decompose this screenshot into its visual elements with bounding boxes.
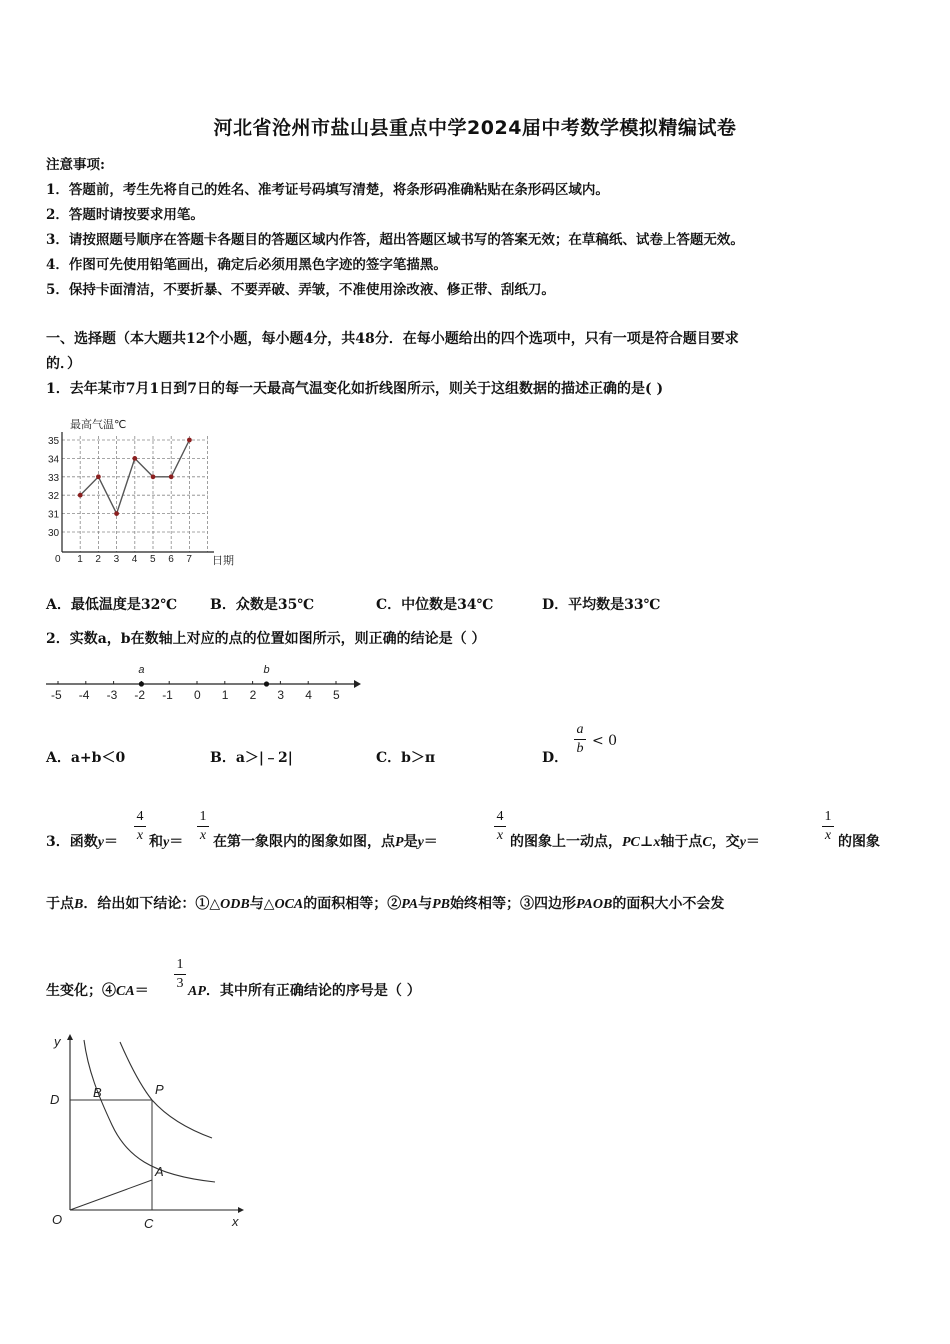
chart-x-tick-label: 3 — [113, 554, 120, 565]
fraction-numerator: 4 — [496, 809, 504, 824]
q3-var-B: B — [74, 897, 84, 912]
chart-point — [151, 474, 156, 479]
chart-y-ticks — [48, 436, 60, 539]
q3-text: 是 — [403, 834, 418, 850]
q3-text: 和 — [149, 834, 163, 850]
label-D: D — [50, 1092, 60, 1107]
label-O: O — [52, 1212, 63, 1227]
number-line-tick-label: 2 — [249, 688, 257, 702]
q3-text: 与△ — [249, 896, 275, 912]
chart-y-tick-label: 30 — [48, 528, 60, 539]
chart-point — [169, 474, 174, 479]
chart-y-tick-label: 31 — [48, 509, 60, 521]
segment-OA — [70, 1180, 152, 1210]
q3-var-PC: PC — [622, 835, 640, 850]
fraction-numerator: 1 — [176, 957, 184, 972]
q3-line1-part2 — [149, 831, 183, 851]
section-heading-line2: 的．） — [46, 356, 81, 372]
figure-y-arrow — [67, 1034, 73, 1040]
chart-point — [78, 493, 83, 498]
notice-item-2: 2．答题时请按要求用笔。 — [46, 207, 204, 223]
number-line-tick-label: -1 — [162, 688, 173, 702]
chart-x-tick-label: 4 — [131, 554, 138, 565]
notice-item-1: 1．答题前，考生先将自己的姓名、准考证号码填写清楚，将条形码准确粘贴在条形码区域内。 — [46, 182, 609, 198]
q3-text: 在第一象限内的图象如图，点 — [213, 834, 395, 850]
q3-var-y: y — [97, 835, 104, 850]
q2-option-d-fraction — [574, 722, 586, 757]
q3-var-y: y — [739, 835, 746, 850]
q3-var-AP: AP — [188, 984, 206, 999]
point-b — [264, 681, 269, 686]
q3-text: ．其中所有正确结论的序号是（ ） — [205, 983, 421, 999]
number-line-tick-label: -3 — [106, 688, 118, 702]
fraction-bar — [174, 974, 186, 975]
fraction-denominator: x — [136, 828, 144, 843]
section-heading-line1: 一、选择题（本大题共12个小题，每小题4分，共48分．在每小题给出的四个选项中，只有一项是符合题目要求 — [46, 331, 739, 347]
fraction-denominator: x — [496, 828, 504, 843]
label-C: C — [144, 1216, 154, 1231]
chart-point — [132, 456, 137, 461]
q3-perp: ⊥ — [639, 834, 654, 850]
chart-point — [114, 511, 119, 516]
q3-var-x: x — [653, 835, 661, 850]
label-y: y — [54, 1034, 61, 1049]
fraction-bar — [134, 826, 146, 827]
notice-item-4: 4．作图可先使用铅笔画出，确定后必须用黑色字迹的签字笔描黑。 — [46, 257, 447, 273]
q3-var-y: y — [163, 835, 170, 850]
number-line — [42, 660, 362, 706]
chart-y-tick-label: 35 — [48, 436, 60, 447]
q3-fraction-1-over-x-2 — [822, 809, 834, 844]
number-line-tick-label: 3 — [277, 688, 285, 702]
chart-point — [187, 438, 192, 443]
chart-y-tick-label: 33 — [48, 472, 60, 484]
chart-x-tick-label: 2 — [95, 554, 101, 565]
q3-text: 与 — [418, 896, 433, 912]
q2-option-b: B．a＞|﹣2| — [210, 750, 293, 766]
q3-text: 的面积相等；② — [303, 896, 402, 912]
q3-text: 的图象上一动点， — [510, 834, 622, 850]
chart-x-ticks — [55, 554, 192, 565]
q2-option-c: C．b＞π — [376, 750, 436, 766]
chart-x-tick-label: 0 — [55, 554, 61, 565]
question-2-stem: 2．实数a，b在数轴上对应的点的位置如图所示，则正确的结论是（ ） — [46, 631, 486, 647]
q3-text: 始终相等；③四边形 — [450, 896, 577, 912]
point-b-label: b — [263, 664, 270, 676]
notice-heading: 注意事项: — [46, 157, 105, 173]
chart-y-tick-label: 32 — [48, 491, 60, 503]
number-line-tick-label: 1 — [221, 688, 229, 702]
point-a — [139, 681, 144, 686]
q3-var-PAOB: PAOB — [576, 897, 613, 912]
fraction-bar — [197, 826, 209, 827]
page-title: 河北省沧州市盐山县重点中学2024届中考数学模拟精编试卷 — [213, 117, 737, 139]
q3-equals: ＝ — [169, 834, 184, 850]
q3-text: ．给出如下结论：①△ — [83, 896, 221, 912]
fraction-denominator: x — [824, 828, 832, 843]
q1-option-a: A．最低温度是32℃ — [46, 597, 178, 613]
q3-var-P: P — [395, 835, 404, 850]
q3-var-y: y — [417, 835, 424, 850]
q2-option-d-suffix: < 0 — [592, 733, 618, 749]
q3-line1-part3 — [213, 831, 438, 851]
q3-equals: ＝ — [134, 983, 149, 999]
q3-fraction-4-over-x-2 — [494, 809, 506, 844]
notice-item-3: 3．请按照题号顺序在答题卡各题目的答题区域内作答，超出答题区域书写的答案无效；在草稿纸、试卷上答题无效。 — [46, 232, 744, 248]
q3-var-CA: CA — [116, 984, 135, 999]
q3-fraction-1-over-x-1 — [197, 809, 209, 844]
q1-option-c: C．中位数是34℃ — [376, 597, 494, 613]
curve-1-over-x — [84, 1040, 215, 1182]
number-line-tick-label: 4 — [305, 688, 312, 702]
chart-x-tick-label: 6 — [168, 554, 174, 565]
chart-grid — [62, 436, 208, 552]
q3-text: 的面积大小不会发 — [612, 896, 725, 912]
q3-fraction-4-over-x-1 — [134, 809, 146, 844]
q3-var-PB: PB — [432, 897, 451, 912]
fraction-denominator: 3 — [176, 976, 184, 991]
figure-x-arrow — [238, 1207, 244, 1213]
fraction-bar — [494, 826, 506, 827]
q3-text: 生变化；④ — [46, 983, 116, 999]
q3-line3-end — [188, 980, 421, 1000]
q3-text: 3．函数 — [46, 834, 98, 850]
fraction-denominator: x — [199, 828, 207, 843]
q3-text: 轴于点 — [660, 834, 703, 850]
q3-var-OCA: OCA — [274, 897, 304, 912]
q1-option-d: D．平均数是33℃ — [542, 597, 661, 613]
chart-title: 最高气温℃ — [70, 419, 127, 431]
hyperbola-figure — [40, 1030, 255, 1235]
q2-option-d-prefix: D． — [542, 750, 569, 766]
q2-option-a: A．a+b＜0 — [46, 750, 126, 766]
fraction-numerator: 4 — [136, 809, 144, 824]
chart-y-tick-label: 34 — [48, 454, 60, 466]
q3-text: ，交 — [711, 834, 740, 850]
q3-var-ODB: ODB — [220, 897, 250, 912]
number-line-tick-label: -4 — [78, 688, 90, 702]
chart-xlabel: 日期 — [212, 555, 234, 567]
number-line-arrow — [354, 680, 361, 688]
fraction-bar — [574, 739, 586, 740]
q1-option-b: B．众数是35℃ — [210, 597, 315, 613]
q3-equals: ＝ — [103, 834, 118, 850]
label-B: B — [93, 1085, 102, 1100]
temperature-line-chart — [44, 410, 244, 572]
q3-line1-part4 — [510, 831, 760, 851]
number-line-tick-label: 5 — [333, 688, 340, 702]
chart-x-tick-label: 5 — [150, 554, 156, 565]
label-x: x — [232, 1214, 239, 1229]
curve-4-over-x — [120, 1042, 212, 1138]
q3-fraction-1-over-3 — [174, 957, 186, 992]
fraction-numerator: a — [576, 722, 584, 737]
chart-point — [96, 474, 101, 479]
fraction-numerator: 1 — [199, 809, 207, 824]
q3-line3-start — [46, 980, 149, 1000]
fraction-denominator: b — [576, 741, 584, 756]
number-line-tick-label: -2 — [134, 688, 146, 702]
q3-line1-start — [46, 831, 118, 851]
fraction-numerator: 1 — [824, 809, 832, 824]
chart-x-tick-label: 1 — [77, 554, 83, 565]
label-A: A — [155, 1164, 164, 1179]
fraction-bar — [822, 826, 834, 827]
point-a-label: a — [138, 664, 145, 676]
chart-x-tick-label: 7 — [186, 554, 192, 565]
q3-line1-end: 的图象 — [838, 834, 880, 850]
number-line-tick-label: -5 — [51, 688, 62, 702]
q3-equals: ＝ — [745, 834, 760, 850]
q3-var-C: C — [702, 835, 712, 850]
notice-item-5: 5．保持卡面清洁，不要折暴、不要弄破、弄皱，不准使用涂改液、修正带、刮纸刀。 — [46, 282, 555, 298]
q3-text: 于点 — [46, 896, 74, 912]
label-P: P — [155, 1082, 164, 1097]
q3-equals: ＝ — [423, 834, 438, 850]
q3-line2 — [46, 893, 724, 913]
q3-var-PA: PA — [401, 897, 419, 912]
question-1-stem: 1．去年某市7月1日到7日的每一天最高气温变化如折线图所示，则关于这组数据的描述正确的是( ) — [46, 381, 664, 397]
number-line-tick-label: 0 — [194, 688, 201, 702]
